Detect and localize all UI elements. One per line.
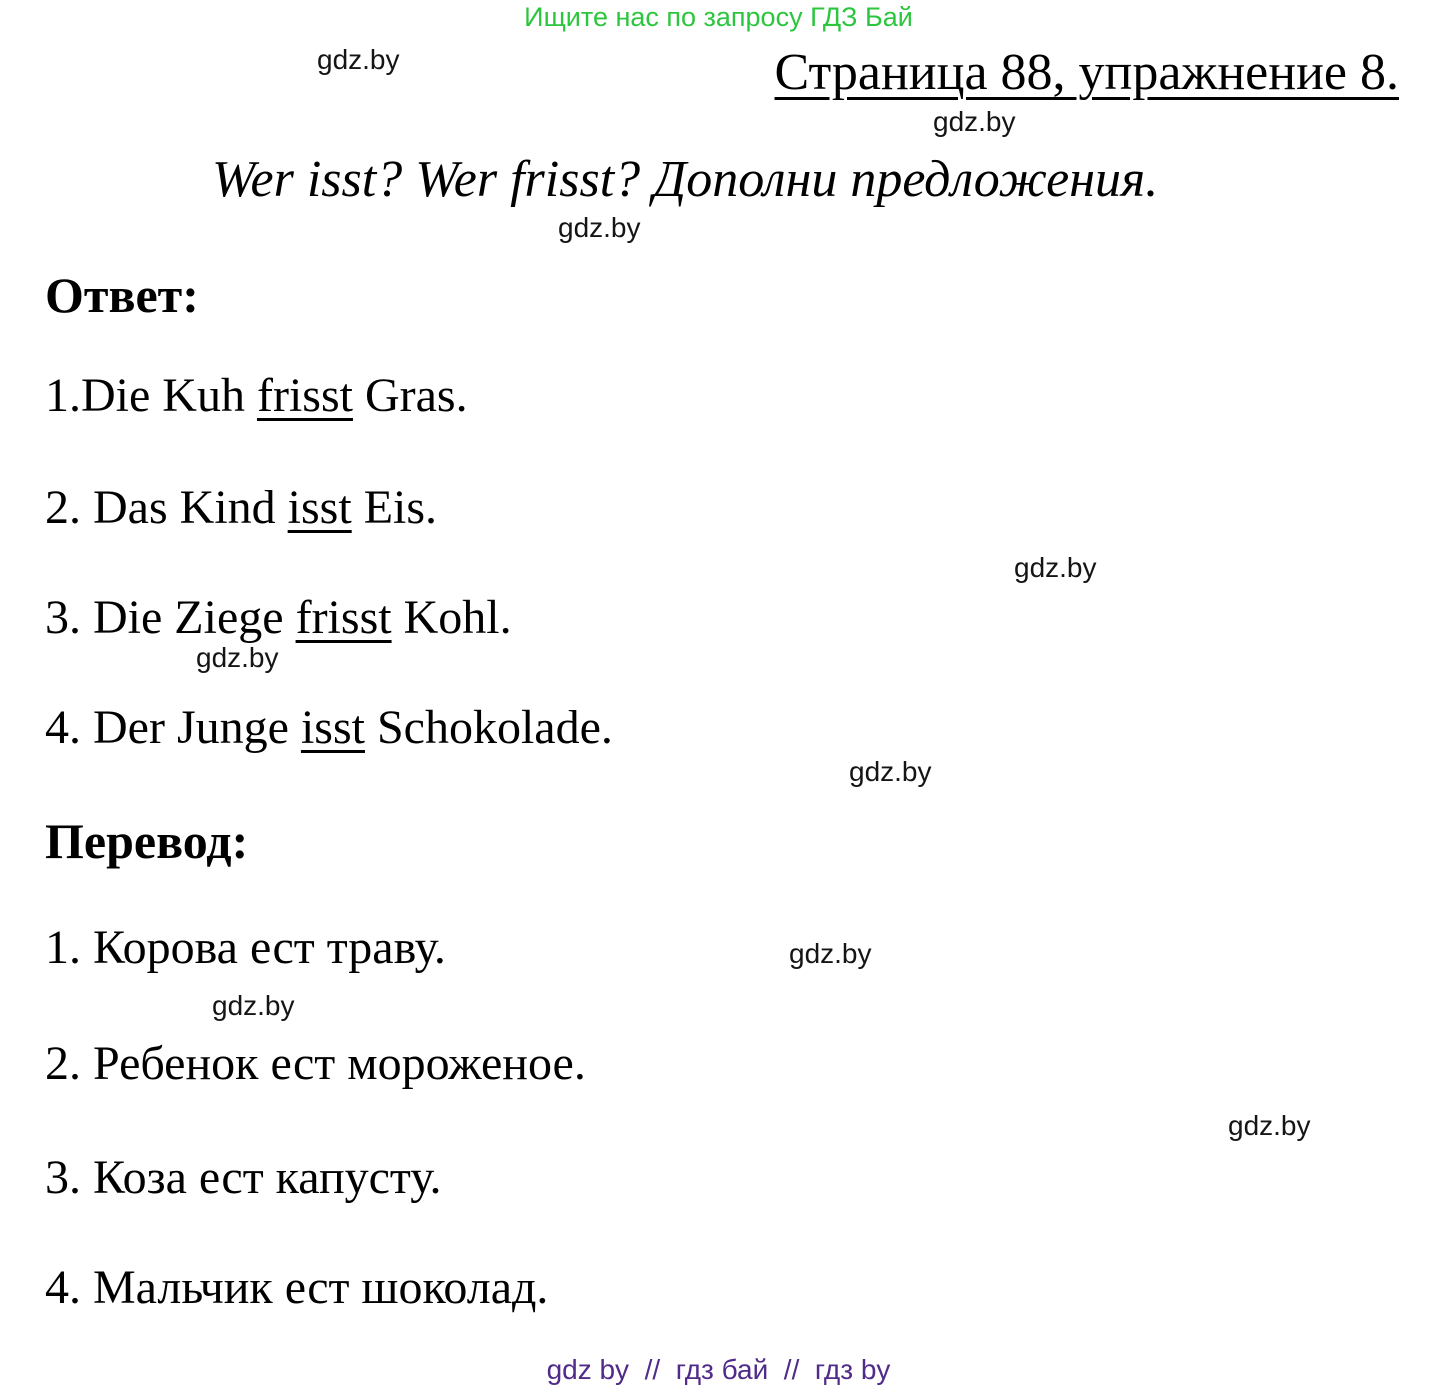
watermark: gdz.by [196,642,279,673]
translation-heading: Перевод: [45,813,249,869]
answer-item-2 [45,482,437,535]
translation-item-4: 4. Мальчик ест шоколад. [45,1261,549,1314]
answer-item-3-prefix: 3. Die Ziege [45,591,296,644]
footer-links: gdz by // гдз бай // гдз by [546,1354,891,1385]
answer-item-1 [45,370,468,423]
watermark: gdz.by [212,990,295,1021]
answer-item-4-verb: isst [300,701,365,754]
answer-item-2-verb: isst [287,481,352,534]
watermark: gdz.by [1228,1110,1311,1141]
watermark: gdz.by [789,938,872,969]
answer-item-4-suffix: Schokolade. [364,701,613,754]
answer-item-2-prefix: 2. Das Kind [45,481,288,534]
exercise-prompt: Wer isst? Wer frisst? Дополни предложения. [212,151,1159,208]
watermark: gdz.by [1014,552,1097,583]
translation-item-3: 3. Коза ест капусту. [45,1151,442,1204]
answer-item-3-verb: frisst [295,591,392,644]
watermark: gdz.by [933,106,1016,137]
answer-item-1-suffix: Gras. [352,369,468,422]
promo-banner: Ищите нас по запросу ГДЗ Бай [524,2,913,32]
answer-item-1-prefix: 1.Die Kuh [45,369,257,422]
translation-item-1: 1. Корова ест траву. [45,921,446,974]
answer-item-4 [45,702,613,755]
watermark: gdz.by [558,212,641,243]
answer-item-3-suffix: Kohl. [391,591,512,644]
page-title: Страница 88, упражнение 8. [774,44,1399,101]
translation-item-2: 2. Ребенок ест мороженое. [45,1037,586,1090]
answer-item-3 [45,592,512,645]
watermark: gdz.by [849,756,932,787]
watermark: gdz.by [317,44,400,75]
answer-item-2-suffix: Eis. [351,481,438,534]
answer-heading: Ответ: [45,267,199,323]
answer-item-1-verb: frisst [256,369,353,422]
answer-item-4-prefix: 4. Der Junge [45,701,301,754]
